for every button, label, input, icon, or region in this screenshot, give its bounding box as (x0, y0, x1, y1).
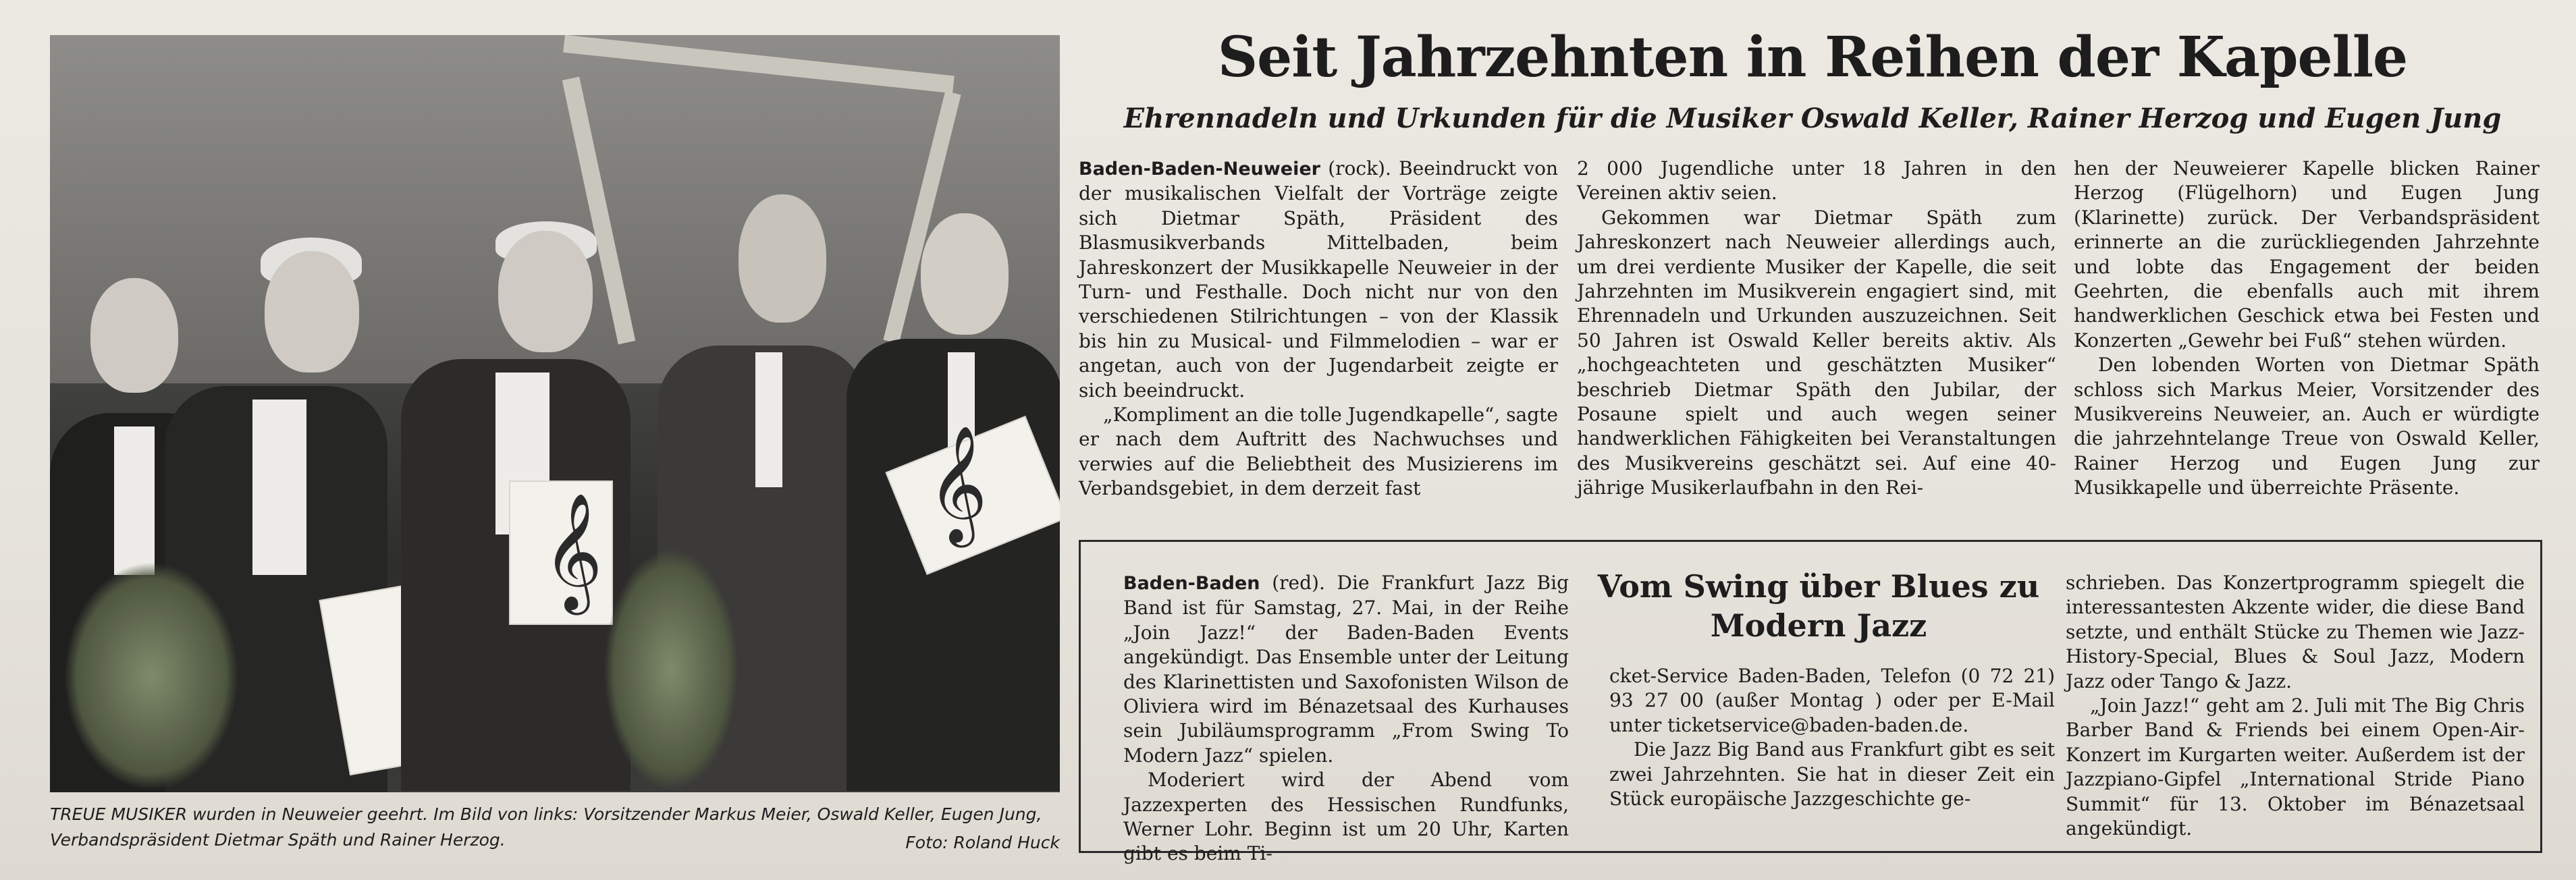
article1-dateline: Baden-Baden-Neuweier (1079, 159, 1321, 180)
article2-paragraph: cket-Service Baden-Baden, Telefon (0 72 21) 93 27 00 (außer Montag ) oder per E-Mail unter ticketservice@baden-baden.de. (1609, 665, 2055, 736)
article-headline: Seit Jahrzehnten in Reihen der Kapelle (1217, 25, 2408, 90)
photo-face (739, 194, 826, 323)
article1-paragraph: 2 000 Jugendliche unter 18 Jahren in den Vereinen aktiv seien. (1577, 157, 2056, 204)
article2-dateline: Baden-Baden (1123, 573, 1260, 594)
photo-face (265, 251, 359, 373)
article2-paragraph: Die Jazz Big Band aus Frankfurt gibt es seit zwei Jahrzehnten. Sie hat in dieser Zeit ein Stück europäische Jazzgeschichte ge- (1609, 738, 2055, 810)
article1-column-2 (1577, 157, 2056, 501)
photo-shirt (114, 427, 155, 575)
photo-caption-block (50, 802, 1060, 856)
photo-face (921, 213, 1009, 335)
article2-paragraph: schrieben. Das Konzertprogramm spiegelt die interessantesten Akzente wider, die diese Band setzte, und enthält Stücke zu Themen wie Jazz-History-Special, Blues & Soul Jazz, Modern Jazz oder Tango & Jazz. (2066, 572, 2525, 692)
photo-shirt (252, 400, 306, 575)
article1-paragraph: Gekommen war Dietmar Späth zum Jahreskonzert nach Neuweier allerdings auch, um drei verdiente Musiker der Kapelle, die seit Jahrzehnten im Musikverein engagiert sind, mit Ehrennadeln und Urkunden auszuzeichnen. Seit 50 Jahren ist Oswald Keller bereits aktiv. Als „hochgeachteten und geschätzten Musiker“ beschrieb Dietmar Späth den Jubilar, der Posaune spielt und auch wegen seiner handwerklichen Fähigkeiten bei Veranstaltungen des Musikvereins geschätzt sei. Auf eine 40-jährige Musikerlaufbahn in den Rei- (1577, 206, 2056, 499)
article2-paragraph: „Join Jazz!“ geht am 2. Juli mit The Big Chris Barber Band & Friends bei einem Open-Air-Konzert im Kurgarten weiter. Außerdem ist der Jazzpiano-Gipfel „International Stride Piano Summit“ für 13. Oktober im Bénazetsaal angekündigt. (2066, 694, 2525, 840)
treble-clef-icon: 𝄞 (543, 493, 603, 610)
photo-face (90, 278, 178, 393)
article1-paragraph: hen der Neuweierer Kapelle blicken Rainer Herzog (Flügelhorn) und Eugen Jung (Klarinette) zurück. Der Verbandspräsident erinnerte an die zurückliegenden Jahrzehnte und lobte das Engagement der beiden Geehrten, die ebenfalls auch mit ihrem handwerklichen Geschick etwa bei Festen und Konzerten „Gewehr bei Fuß“ stehen würden. (2074, 157, 2540, 352)
article1-paragraph: (rock). Beeindruckt von der musikalischen Vielfalt der Vorträge zeigte sich Dietmar Späth, Präsident des Blasmusikverbands Mittelbaden, beim Jahreskonzert der Musikkapelle Neuweier in der Turn- und Festhalle. Doch nicht nur von den verschiedenen Stilrichtungen – von der Klassik bis hin zu Musical- und Filmmelodien – war er angetan, auch von der Jugendarbeit zeigte er sich beeindruckt. (1079, 157, 1558, 402)
photo-plant (603, 548, 739, 791)
photo-caption: TREUE MUSIKER wurden in Neuweier geehrt. Im Bild von links: Vorsitzender Markus Meier, Oswald Keller, Eugen Jung, Verbandspräsident Dietmar Späth und Rainer Herzog. (50, 804, 1042, 850)
article1-column-3 (2074, 157, 2540, 501)
article-subheadline: Ehrennadeln und Urkunden für die Musiker Oswald Keller, Rainer Herzog und Eugen Jung (1123, 103, 2502, 134)
article1-column-1 (1079, 157, 1558, 501)
photo-plant (63, 561, 239, 791)
article2-title: Vom Swing über Blues zu Modern Jazz (1597, 568, 2040, 644)
article2-column-2 (1609, 664, 2055, 811)
article1-paragraph: Den lobenden Worten von Dietmar Späth schloss sich Markus Meier, Vorsitzender des Musikvereins Neuweier, an. Auch er würdigte die jahrzehntelange Treue von Oswald Keller, Rainer Herzog und Eugen Jung zur Musikkapelle und überreichte Präsente. (2074, 354, 2540, 499)
news-photo (50, 35, 1060, 792)
article2-paragraph: (red). Die Frankfurt Jazz Big Band ist für Samstag, 27. Mai, in der Reihe „Join Jazz!“ der Baden-Baden Events angekündigt. Das Ensemble unter der Leitung des Klarinettisten und Saxofonisten Wilson de Oliviera wird im Bénazetsaal des Kurhauses sein Jubiläumsprogramm „From Swing To Modern Jazz“ spielen. (1123, 572, 1569, 767)
photo-credit: Foto: Roland Huck (905, 833, 1060, 852)
photo-face (498, 231, 593, 352)
article2-column-1 (1123, 571, 1569, 867)
article2-paragraph: Moderiert wird der Abend vom Jazzexperten des Hessischen Rundfunks, Werner Lohr. Beginn ist um 20 Uhr, Karten gibt es beim Ti- (1123, 769, 1569, 865)
treble-clef-icon: 𝄞 (928, 425, 988, 543)
article2-column-3 (2066, 571, 2525, 841)
article1-paragraph: „Kompliment an die tolle Jugendkapelle“, sagte er nach dem Auftritt des Nachwuchses und verwies auf die Beliebtheit des Musizierens im Verbandsgebiet, in dem derzeit fast (1079, 404, 1558, 500)
photo-shirt (755, 352, 782, 487)
